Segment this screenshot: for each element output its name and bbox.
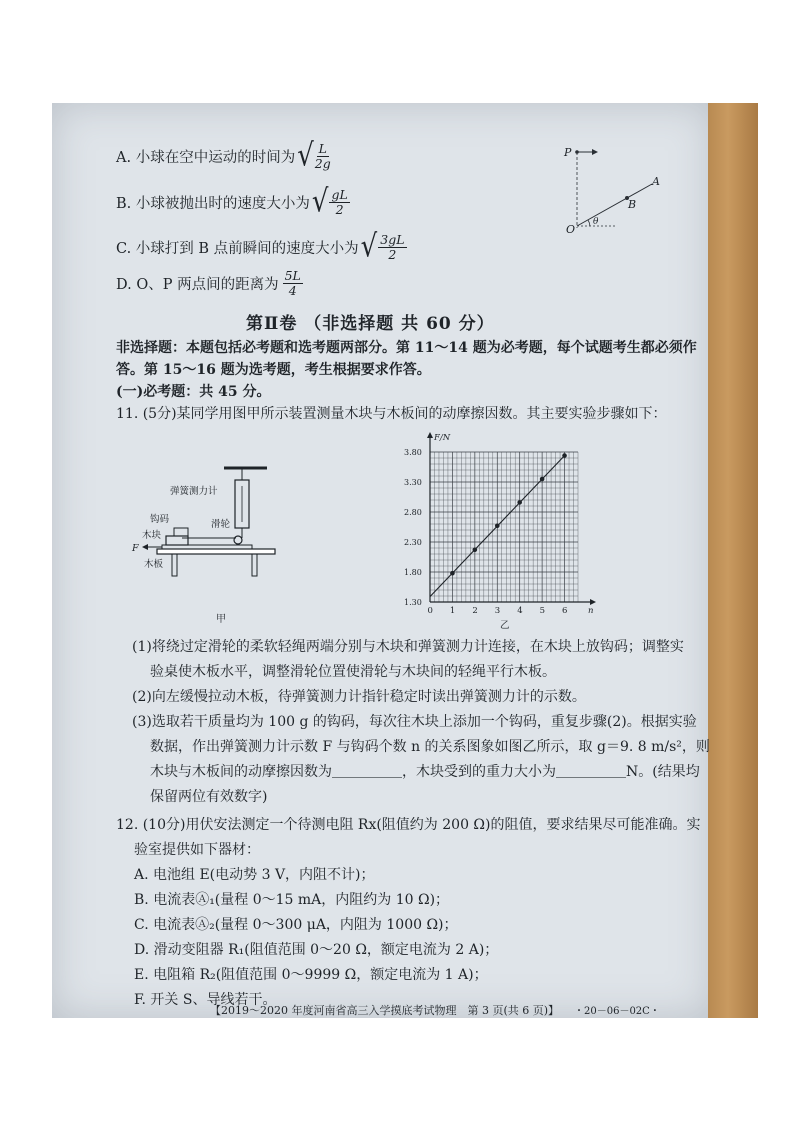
x-axis-label: n: [588, 606, 594, 616]
q12-item-b: B. 电流表Ⓐ₁(量程 0～15 mA，内阻约为 10 Ω)；: [134, 892, 450, 908]
y-tick-label: 1.30: [404, 598, 422, 607]
label-board: 木板: [144, 559, 164, 570]
point-p-dot: [575, 150, 579, 154]
q11-step3-line4: 保留两位有效数字): [150, 789, 268, 805]
x-tick-label: 5: [539, 606, 546, 616]
x-tick-label: 0: [427, 606, 433, 616]
label-o: O: [566, 223, 576, 235]
paper-code: ・20－06－02C・: [574, 1006, 660, 1017]
data-point: [495, 524, 500, 529]
label-weights: 钩码: [150, 514, 170, 525]
option-b-num: gL: [331, 187, 348, 202]
data-point: [562, 453, 567, 458]
data-point: [517, 500, 522, 505]
option-a-text: A. 小球在空中运动的时间为: [116, 149, 296, 166]
arrow-head-icon: [592, 149, 598, 155]
incline-figure: [560, 140, 670, 235]
data-point: [473, 548, 478, 553]
x-tick-label: 4: [517, 606, 523, 616]
chart-ticks: [404, 448, 567, 616]
q11-step1-line1: (1)将绕过定滑轮的柔软轻绳两端分别与木块和弹簧测力计连接，在木块上放钩码；调整实: [132, 639, 684, 655]
label-theta: θ: [593, 217, 599, 227]
y-tick-label: 3.30: [404, 478, 422, 487]
f-n-chart: [398, 422, 608, 632]
chart-grid: [430, 452, 578, 602]
option-d-text: D. O、P 两点间的距离为: [116, 276, 279, 293]
section-intro-1: 非选择题：本题包括必考题和选考题两部分。第 11～14 题为必考题，每个试题考生都必须作: [116, 340, 697, 356]
q12-item-e: E. 电阻箱 R₂(阻值范围 0～9999 Ω，额定电流为 1 A)；: [134, 967, 488, 983]
option-c-text: C. 小球打到 B 点前瞬间的速度大小为: [116, 240, 359, 257]
x-axis-arrow-icon: [590, 599, 596, 605]
table-leg-right: [252, 554, 257, 576]
label-a: A: [652, 175, 660, 188]
option-a-den: 2g: [314, 156, 331, 172]
label-spring-scale: 弹簧测力计: [170, 486, 218, 497]
option-c-den: 2: [388, 247, 397, 263]
incline-line: [577, 184, 652, 226]
data-point: [540, 477, 545, 482]
chart-marks: [430, 453, 567, 596]
q11-step3-line1: (3)选取若干质量均为 100 g 的钩码，每次往木块上添加一个钩码，重复步骤(2)。根据实验: [132, 714, 697, 730]
table-leg-left: [172, 554, 177, 576]
option-b-den: 2: [335, 202, 344, 218]
option-b: B. 小球被抛出时的速度大小为 √ $\frac{gL}{2}$: [116, 184, 348, 221]
label-pulley: 滑轮: [211, 519, 231, 530]
option-a: A. 小球在空中运动的时间为 √ $\frac{L}{2g}$: [116, 138, 331, 175]
q12-stem-line2: 验室提供如下器材：: [134, 842, 260, 858]
x-tick-label: 3: [494, 606, 501, 616]
y-tick-label: 3.80: [404, 448, 422, 457]
q12-stem-line1: 12. (10分)用伏安法测定一个待测电阻 Rx(阻值约为 200 Ω)的阻值，要求结果尽可能准确。实: [116, 817, 701, 833]
desk-edge: [708, 103, 758, 1018]
q11-step3-line3: 木块与木板间的动摩擦因数为＿＿＿＿＿，木块受到的重力大小为＿＿＿＿＿N。(结果均: [150, 764, 700, 780]
q11-step2: (2)向左缓慢拉动木板，待弹簧测力计指针稳定时读出弹簧测力计的示数。: [132, 689, 586, 705]
label-b: B: [628, 198, 637, 211]
option-c: C. 小球打到 B 点前瞬间的速度大小为 √ $\frac{3gL}{2}$: [116, 229, 405, 266]
y-axis-arrow-icon: [427, 432, 433, 438]
y-tick-label: 1.80: [404, 568, 422, 577]
option-b-text: B. 小球被抛出时的速度大小为: [116, 195, 310, 212]
option-a-num: L: [318, 141, 327, 156]
data-point: [450, 571, 455, 576]
q11-step3-line2: 数据，作出弹簧测力计示数 F 与钩码个数 n 的关系图象如图乙所示，取 g＝9. 8 m/s²，则: [150, 739, 710, 755]
q12-item-f: F. 开关 S、导线若干。: [134, 992, 277, 1008]
figure-jia-label: 甲: [216, 614, 226, 625]
option-d-den: 4: [288, 283, 297, 299]
section-title: 第Ⅱ卷 （非选择题 共 60 分）: [246, 314, 495, 334]
q12-item-d: D. 滑动变阻器 R₁(阻值范围 0～20 Ω，额定电流为 2 A)；: [134, 942, 499, 958]
label-block: 木块: [142, 530, 162, 541]
x-tick-label: 2: [472, 606, 478, 616]
q12-item-c: C. 电流表Ⓐ₂(量程 0～300 μA，内阻为 1000 Ω)；: [134, 917, 458, 933]
y-tick-label: 2.80: [404, 508, 422, 517]
label-p: P: [564, 146, 572, 159]
x-tick-label: 6: [562, 606, 568, 616]
page-footer: 【2019～2020 年度河南省高三入学摸底考试物理 第 3 页(共 6 页)】: [210, 1004, 560, 1017]
section-intro-2: 答。第 15～16 题为选考题，考生根据要求作答。: [116, 362, 431, 378]
option-d: [116, 268, 305, 299]
table-top: [157, 549, 275, 554]
figure-yi-label: 乙: [500, 620, 510, 631]
apparatus-figure: [122, 450, 282, 625]
q11-stem: 11. (5分)某同学用图甲所示装置测量木块与木板间的动摩擦因数。其主要实验步骤如下：: [116, 406, 667, 422]
weights-icon: [174, 528, 188, 536]
block-icon: [166, 536, 188, 545]
q12-item-a: A. 电池组 E(电动势 3 V，内阻不计)；: [134, 867, 375, 883]
required-heading: (一)必考题：共 45 分。: [116, 384, 271, 400]
label-f: F: [132, 543, 139, 554]
option-c-num: 3gL: [380, 232, 405, 247]
y-tick-label: 2.30: [404, 538, 422, 547]
y-axis-label: F/N: [434, 433, 451, 443]
x-tick-label: 1: [449, 606, 456, 616]
option-d-num: 5L: [284, 268, 301, 283]
q11-step1-line2: 验桌使木板水平，调整滑轮位置使滑轮与木块间的轻绳平行木板。: [150, 664, 556, 680]
pulley-icon: [234, 536, 242, 544]
force-arrow-head-icon: [142, 544, 148, 550]
angle-arc: [588, 220, 590, 226]
